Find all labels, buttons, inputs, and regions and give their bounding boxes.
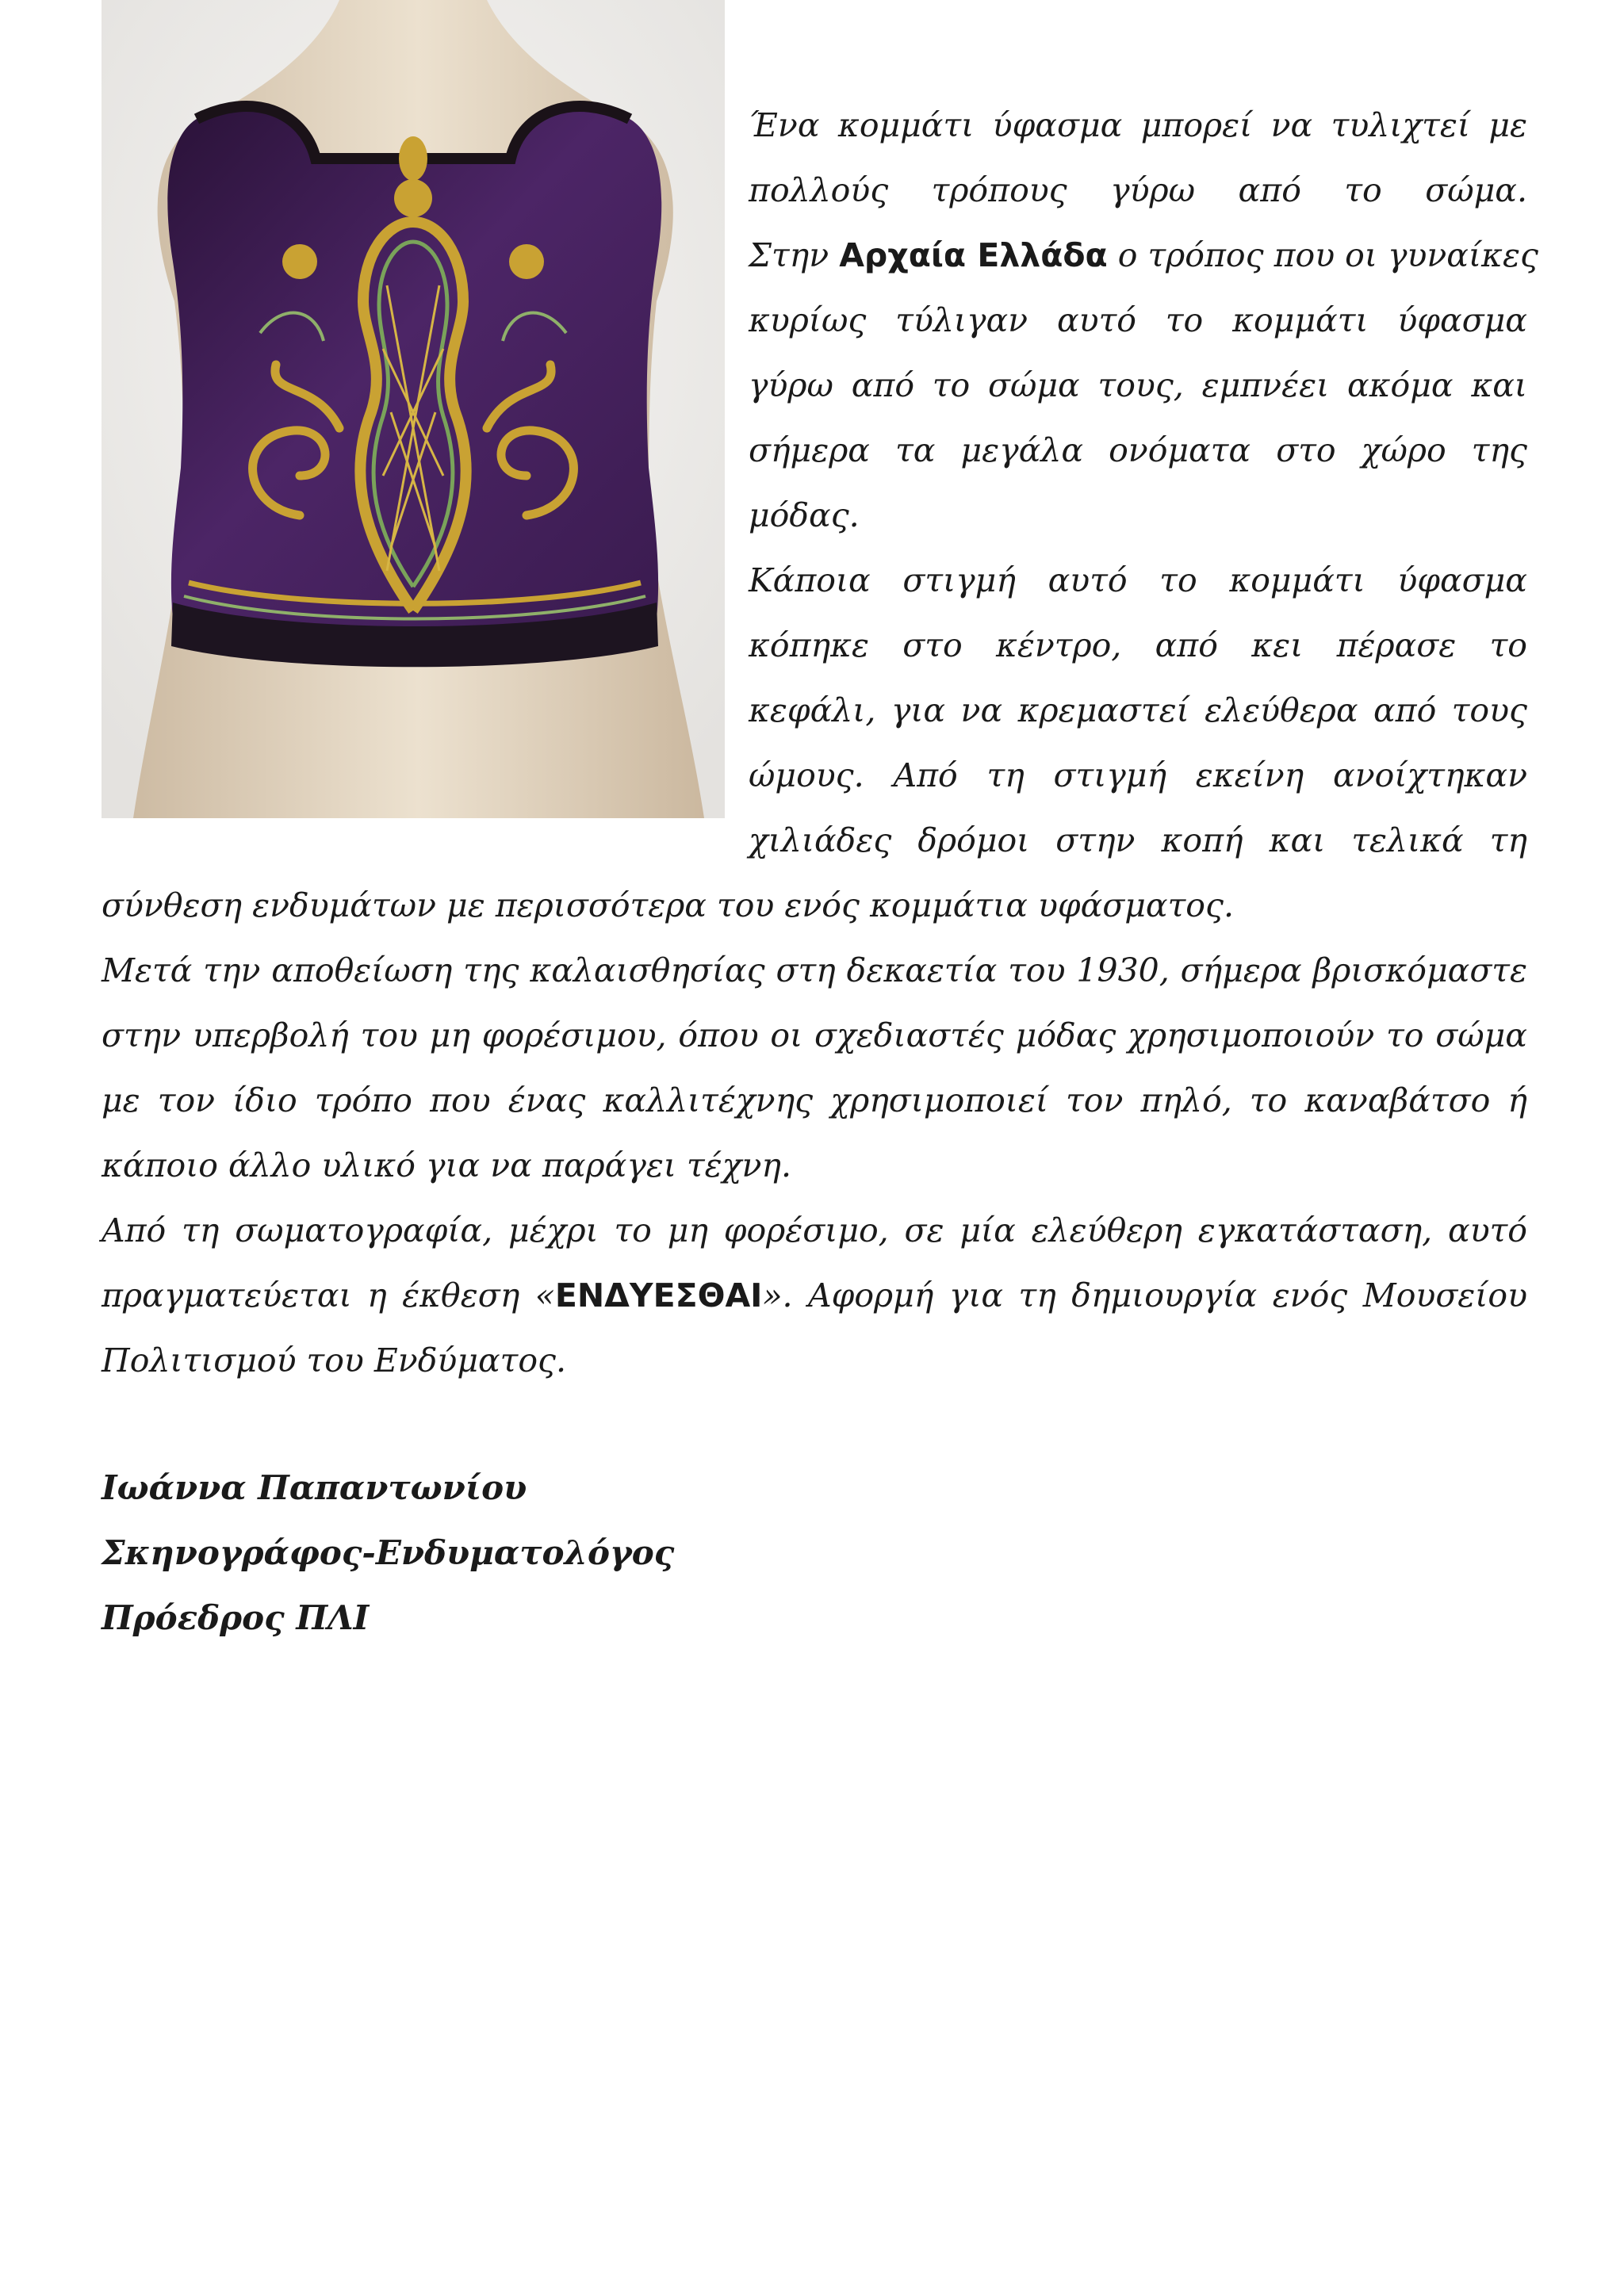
para1-line4: κυρίως τύλιγαν αυτό το κομμάτι ύφασμα <box>749 301 1527 339</box>
para1-line3 <box>749 223 1538 288</box>
para2-line6: σύνθεση ενδυμάτων με περισσότερα του ενός κομμάτια υφάσματος. <box>102 886 1234 924</box>
vest-photo <box>102 0 725 818</box>
para3-line2: στην υπερβολή του μη φορέσιμου, όπου οι σχεδιαστές μόδας χρησιμοποιούν το σώμα <box>102 1016 1527 1054</box>
para1-line7: μόδας. <box>749 496 860 534</box>
author-name: Ιωάννα Παπαντωνίου <box>102 1468 527 1507</box>
signature-block <box>102 1456 674 1651</box>
para1-line3-a: Στην <box>749 236 840 274</box>
author-title: Πρόεδρος ΠΛΙ <box>102 1598 370 1637</box>
para3-line1: Μετά την αποθείωση της καλαισθησίας στη δεκαετία του 1930, σήμερα βρισκόμαστε <box>102 951 1527 989</box>
para4-line2-c: ». Αφορμή για τη δημιουργία ενός Μουσείου <box>762 1276 1527 1314</box>
author-role: Σκηνογράφος-Ενδυματολόγος <box>102 1533 675 1572</box>
para3-line4: κάποιο άλλο υλικό για να παράγει τέχνη. <box>102 1146 791 1184</box>
body-text <box>102 873 1527 1393</box>
para2-line4: ώμους. Από τη στιγμή εκείνη ανοίχτηκαν <box>749 756 1527 794</box>
para4-line2-a: πραγματεύεται η έκθεση « <box>102 1276 555 1314</box>
exhibition-title: ΕΝΔΥΕΣΘΑΙ <box>554 1276 763 1314</box>
para4-line2 <box>102 1263 1527 1328</box>
para4-line1: Από τη σωματογραφία, μέχρι το μη φορέσιμο, σε μία ελεύθερη εγκατάσταση, αυτό <box>102 1211 1527 1249</box>
para3-line3: με τον ίδιο τρόπο που ένας καλλιτέχνης χρησιμοποιεί τον πηλό, το καναβάτσο ή <box>102 1081 1527 1119</box>
para4-line3: Πολιτισμού του Ενδύματος. <box>102 1341 567 1380</box>
vest-illustration <box>102 0 725 818</box>
intro-column <box>749 93 1538 873</box>
para1-line3-c: ο τρόπος που οι γυναίκες <box>1107 236 1538 274</box>
para1-line6: σήμερα τα μεγάλα ονόματα στο χώρο της <box>749 431 1527 469</box>
para1-line2: πολλούς τρόπους γύρω από το σώμα. <box>749 171 1527 209</box>
para1-line5: γύρω από το σώμα τους, εμπνέει ακόμα και <box>749 366 1527 404</box>
para2-line3: κεφάλι, για να κρεμαστεί ελεύθερα από τους <box>749 691 1527 729</box>
para2-line5: χιλιάδες δρόμοι στην κοπή και τελικά τη <box>749 821 1527 859</box>
para1-line1: Ένα κομμάτι ύφασμα μπορεί να τυλιχτεί με <box>749 106 1527 144</box>
ancient-greece-emphasis: Αρχαία Ελλάδα <box>839 236 1108 274</box>
para2-line1: Κάποια στιγμή αυτό το κομμάτι ύφασμα <box>749 561 1527 599</box>
para2-line2: κόπηκε στο κέντρο, από κει πέρασε το <box>749 626 1527 664</box>
